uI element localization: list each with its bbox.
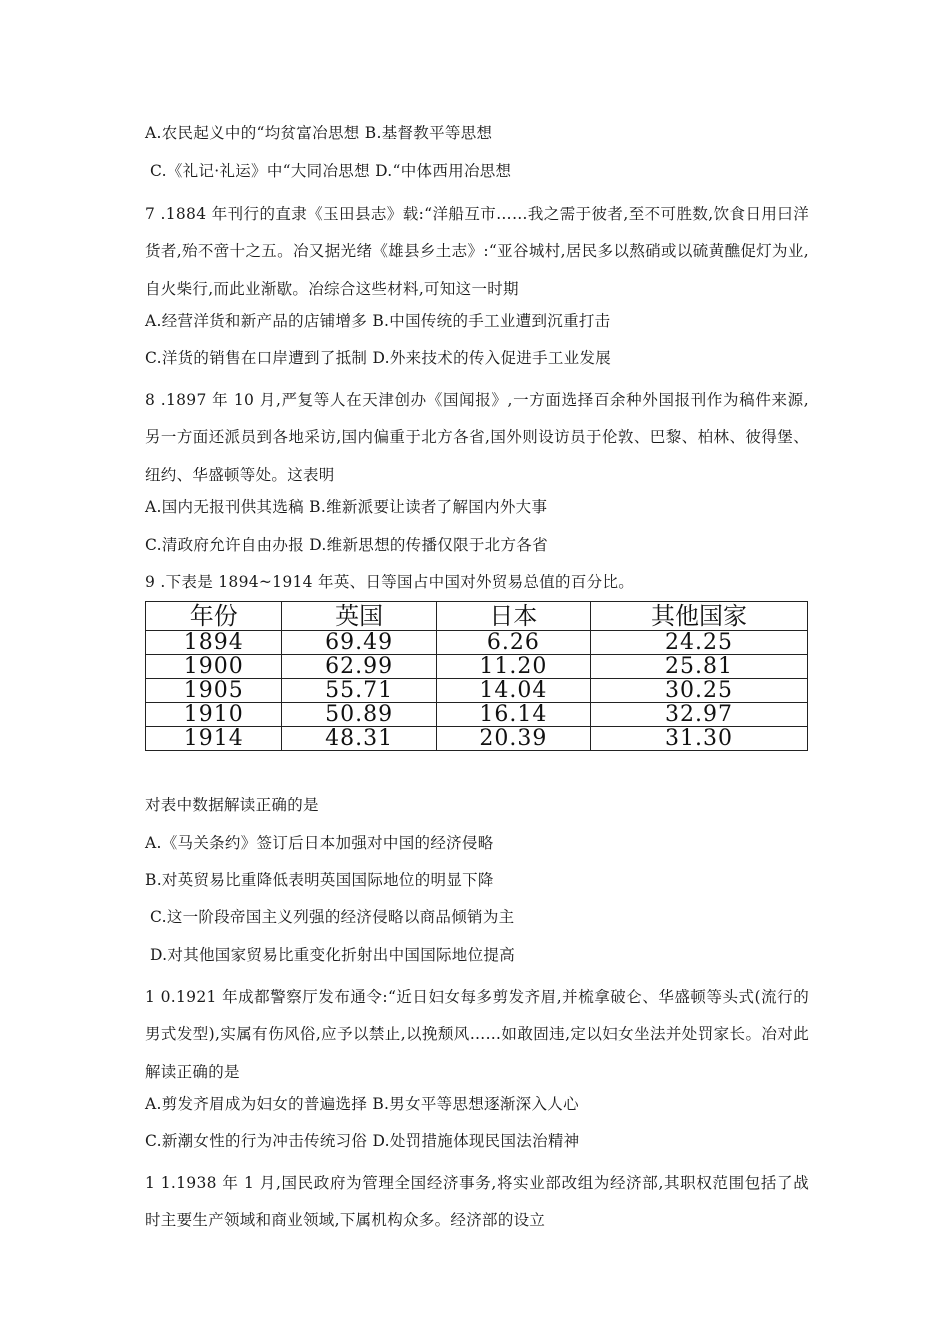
q7-option-line: C.洋货的销售在口岸遭到了抵制 D.外来技术的传入促进手工业发展 bbox=[145, 349, 612, 367]
table-header-row bbox=[146, 602, 808, 631]
header-year: 年份 bbox=[146, 602, 282, 631]
table-cell: 20.39 bbox=[436, 727, 590, 751]
table-cell: 25.81 bbox=[591, 655, 808, 679]
trade-share-table bbox=[145, 601, 808, 751]
option-line: A.农民起义中的“均贫富冶思想 B.基督教平等思想 bbox=[145, 124, 493, 142]
table-cell: 16.14 bbox=[436, 703, 590, 727]
table-cell: 1905 bbox=[146, 679, 282, 703]
q9-option-a: A.《马关条约》签订后日本加强对中国的经济侵略 bbox=[145, 834, 494, 852]
table-row bbox=[146, 631, 808, 655]
table-row bbox=[146, 703, 808, 727]
question-11-stem: 1 1.1938 年 1 月,国民政府为管理全国经济事务,将实业部改组为经济部,其职权范围包括了战时主要生产领域和商业领域,下属机构众多。经济部的设立 bbox=[145, 1174, 809, 1230]
table-cell: 6.26 bbox=[436, 631, 590, 655]
question-8-stem: 8 .1897 年 10 月,严复等人在天津创办《国闻报》,一方面选择百余种外国报刊作为稿件来源, 另一方面还派员到各地采访,国内偏重于北方各省,国外则设访员于伦敦、巴黎、柏林、彼得堡、纽约、华盛顿等处。这表明 bbox=[145, 391, 809, 484]
q10-option-line: A.剪发齐眉成为妇女的普遍选择 B.男女平等思想逐渐深入人心 bbox=[145, 1095, 579, 1113]
header-japan: 日本 bbox=[436, 602, 590, 631]
table-cell: 1900 bbox=[146, 655, 282, 679]
table-row bbox=[146, 727, 808, 751]
table-cell: 14.04 bbox=[436, 679, 590, 703]
question-7-stem: 7 .1884 年刊行的直隶《玉田县志》载:“洋船互市……我之需于彼者,至不可胜数,饮食日用曰洋货者,殆不啻十之五。冶又据光绪《雄县乡土志》:“亚谷城村,居民多以熬硝或以硫黄醮促灯为业,自火柴行,而此业渐歇。冶综合这些材料,可知这一时期 bbox=[145, 205, 809, 298]
table-row bbox=[146, 679, 808, 703]
question-9-prompt: 对表中数据解读正确的是 bbox=[145, 796, 319, 814]
table-cell: 1914 bbox=[146, 727, 282, 751]
q9-option-c: C.这一阶段帝国主义列强的经济侵略以商品倾销为主 bbox=[150, 908, 515, 926]
option-line: C.《礼记·礼运》中“大同冶思想 D.“中体西用冶思想 bbox=[150, 162, 512, 180]
table-cell: 32.97 bbox=[591, 703, 808, 727]
table-cell: 48.31 bbox=[282, 727, 436, 751]
header-others: 其他国家 bbox=[591, 602, 808, 631]
q9-option-d: D.对其他国家贸易比重变化折射出中国国际地位提高 bbox=[150, 946, 516, 964]
table-cell: 1894 bbox=[146, 631, 282, 655]
table-cell: 24.25 bbox=[591, 631, 808, 655]
table-cell: 30.25 bbox=[591, 679, 808, 703]
header-britain: 英国 bbox=[282, 602, 436, 631]
question-9-stem: 9 .下表是 1894~1914 年英、日等国占中国对外贸易总值的百分比。 bbox=[145, 573, 635, 591]
question-10-stem: 1 0.1921 年成都警察厅发布通令:“近日妇女每多剪发齐眉,并梳拿破仑、华盛顿等头式(流行的男式发型),实属有伤风俗,应予以禁止,以挽颓风……如敢固违,定以妇女坐法并处罚家长。冶对此解读正确的是 bbox=[145, 988, 809, 1081]
q7-option-line: A.经营洋货和新产品的店铺增多 B.中国传统的手工业遭到沉重打击 bbox=[145, 312, 611, 330]
table-cell: 31.30 bbox=[591, 727, 808, 751]
table-cell: 62.99 bbox=[282, 655, 436, 679]
q8-option-line: A.国内无报刊供其选稿 B.维新派要让读者了解国内外大事 bbox=[145, 498, 548, 516]
q9-option-b: B.对英贸易比重降低表明英国国际地位的明显下降 bbox=[145, 871, 494, 889]
q8-option-line: C.清政府允许自由办报 D.维新思想的传播仅限于北方各省 bbox=[145, 536, 548, 554]
table-cell: 11.20 bbox=[436, 655, 590, 679]
table-row bbox=[146, 655, 808, 679]
table-cell: 69.49 bbox=[282, 631, 436, 655]
table-cell: 50.89 bbox=[282, 703, 436, 727]
table-cell: 55.71 bbox=[282, 679, 436, 703]
q10-option-line: C.新潮女性的行为冲击传统习俗 D.处罚措施体现民国法治精神 bbox=[145, 1132, 580, 1150]
table-cell: 1910 bbox=[146, 703, 282, 727]
